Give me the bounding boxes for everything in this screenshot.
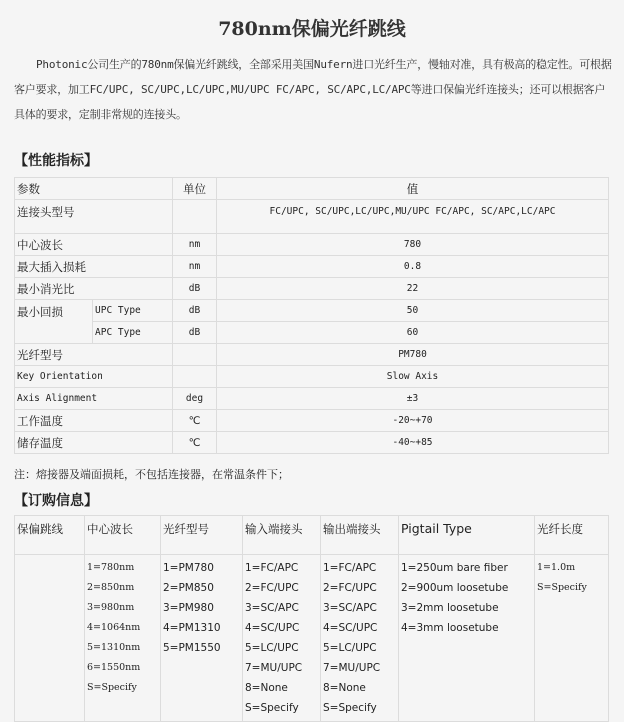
list-item: 2=900um loosetube [401,582,509,594]
list-item: 7=MU/UPC [245,662,303,674]
order-header-row [15,516,609,555]
order-header-output: 输出端接头 [321,516,399,555]
note-text: 注：熔接器及端面损耗，不包括连接器，在常温条件下； [14,468,289,481]
axis-unit: deg [173,388,217,410]
list-item: 1=780nm [87,562,135,573]
list-item: 1=1.0m [537,562,576,573]
list-item: S=Specify [245,702,299,714]
insertion-loss-unit: nm [173,256,217,278]
list-item: 5=LC/UPC [245,642,299,654]
list-item: 4=1064nm [87,622,141,633]
list-item: 2=FC/UPC [245,582,299,594]
list-item: 7=MU/UPC [323,662,381,674]
key-value: Slow Axis [217,366,609,388]
fiber-options [161,555,243,722]
input-connector-options [243,555,321,722]
connector-value: FC/UPC, SC/UPC,LC/UPC,MU/UPC FC/APC, SC/APC,LC/APC [217,200,609,234]
list-item: 5=PM1550 [163,642,221,654]
list-item: 6=1550nm [87,662,141,673]
spec-row-extinction [15,278,609,300]
list-item: 4=SC/UPC [323,622,378,634]
list-item: 2=850nm [87,582,135,593]
list-item: 3=2mm loosetube [401,602,499,614]
page-title: 780nm保偏光纤跳线 [218,18,406,40]
store-temp-unit: ℃ [173,432,217,454]
order-header-pigtail: Pigtail Type [399,516,535,555]
spec-row-insertion-loss [15,256,609,278]
spec-header-row [15,178,609,200]
key-param: Key Orientation [15,366,173,388]
return-loss-apc-label: APC Type [93,322,173,344]
fiber-value: PM780 [217,344,609,366]
spec-row-connector [15,200,609,234]
store-temp-param: 储存温度 [15,432,173,454]
list-item: S=Specify [87,682,137,693]
list-item: 3=SC/APC [245,602,299,614]
list-item: 8=None [323,682,366,694]
list-item: 1=250um bare fiber [401,562,508,574]
spec-table [14,177,609,454]
list-item: 3=PM980 [163,602,214,614]
axis-value: ±3 [217,388,609,410]
connector-param: 连接头型号 [15,200,173,234]
return-loss-param: 最小回损 [15,300,93,344]
fiber-param: 光纤型号 [15,344,173,366]
spec-row-fiber [15,344,609,366]
order-header-patchcord: 保偏跳线 [15,516,85,555]
list-item: 1=PM780 [163,562,214,574]
return-loss-apc-unit: dB [173,322,217,344]
spec-header-param: 参数 [15,178,173,200]
order-header-input: 输入端接头 [243,516,321,555]
spec-row-return-loss-upc [15,300,609,322]
list-item: S=Specify [323,702,377,714]
wavelength-param: 中心波长 [15,234,173,256]
pigtail-options [399,555,535,722]
return-loss-apc-value: 60 [217,322,609,344]
list-item: 8=None [245,682,288,694]
insertion-loss-value: 0.8 [217,256,609,278]
spec-header-unit: 单位 [173,178,217,200]
wavelength-value: 780 [217,234,609,256]
order-header-fiber: 光纤型号 [161,516,243,555]
wavelength-unit: nm [173,234,217,256]
list-item: 2=FC/UPC [323,582,377,594]
extinction-unit: dB [173,278,217,300]
order-options-row [15,555,609,722]
spec-row-store-temp [15,432,609,454]
spec-heading: 【性能指标】 [14,153,98,169]
op-temp-unit: ℃ [173,410,217,432]
spec-row-key [15,366,609,388]
list-item: 3=SC/APC [323,602,377,614]
list-item: 2=PM850 [163,582,214,594]
order-header-length: 光纤长度 [535,516,609,555]
intro-paragraph: Photonic公司生产的780nm保偏光纤跳线，全部采用美国Nufern进口光纤生产，慢轴对准，具有极高的稳定性。可根据客户要求，加工FC/UPC, SC/UPC,LC/UPC,MU/UPC FC/APC, SC/APC,LC/APC等进口保偏光纤连接头；还可以根据客户具体的要求，定制非常规的连接头。 [14,58,612,121]
spec-row-wavelength [15,234,609,256]
order-header-wavelength: 中心波长 [85,516,161,555]
insertion-loss-param: 最大插入损耗 [15,256,173,278]
store-temp-value: -40~+85 [217,432,609,454]
spec-row-axis [15,388,609,410]
list-item: 5=LC/UPC [323,642,377,654]
op-temp-value: -20~+70 [217,410,609,432]
spec-header-value: 值 [217,178,609,200]
list-item: 1=FC/APC [323,562,377,574]
extinction-value: 22 [217,278,609,300]
spec-row-return-loss-apc [15,322,609,344]
return-loss-upc-unit: dB [173,300,217,322]
output-connector-options [321,555,399,722]
length-options [535,555,609,722]
op-temp-param: 工作温度 [15,410,173,432]
list-item: 4=SC/UPC [245,622,300,634]
list-item: S=Specify [537,582,587,593]
spec-row-op-temp [15,410,609,432]
axis-param: Axis Alignment [15,388,173,410]
order-heading: 【订购信息】 [14,493,98,509]
order-table [14,515,609,722]
list-item: 3=980nm [87,602,135,613]
return-loss-upc-label: UPC Type [93,300,173,322]
list-item: 4=PM1310 [163,622,221,634]
wavelength-options [85,555,161,722]
list-item: 5=1310nm [87,642,141,653]
extinction-param: 最小消光比 [15,278,173,300]
return-loss-upc-value: 50 [217,300,609,322]
list-item: 4=3mm loosetube [401,622,499,634]
list-item: 1=FC/APC [245,562,299,574]
